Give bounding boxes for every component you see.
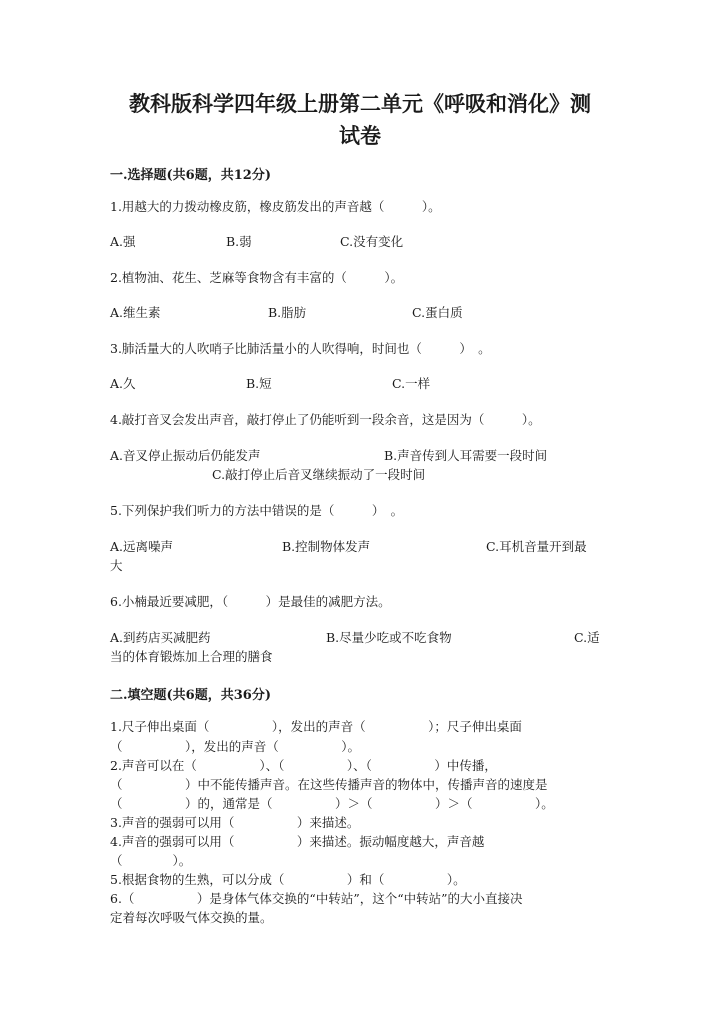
option-6a: A.到药店买减肥药: [110, 630, 211, 645]
section-heading-choice: 一.选择题(共6题，共12分): [110, 168, 271, 183]
section-heading-fill: 二.填空题(共6题，共36分): [110, 688, 271, 703]
option-5c-wrap: 大: [110, 558, 123, 573]
question-4: 4.敲打音叉会发出声音，敲打停止了仍能听到一段余音，这是因为（ ）。: [110, 412, 541, 427]
question-2: 2.植物油、花生、芝麻等食物含有丰富的（ ）。: [110, 270, 404, 285]
option-5c: C.耳机音量开到最: [486, 539, 587, 554]
fill-line-5: （ ）的，通常是（ ）＞（ ）＞（ ）。: [110, 796, 554, 811]
fill-line-8: （ ）。: [110, 853, 192, 868]
question-3: 3.肺活量大的人吹哨子比肺活量小的人吹得响，时间也（ ） 。: [110, 341, 491, 356]
fill-line-9: 5.根据食物的生熟，可以分成（ ）和（ ）。: [110, 872, 466, 887]
option-3c: C.一样: [392, 376, 431, 391]
option-3a: A.久: [110, 376, 136, 391]
option-6c-wrap: 当的体育锻炼加上合理的膳食: [110, 649, 273, 664]
option-6b: B.尽量少吃或不吃食物: [326, 630, 452, 645]
fill-line-2: （ ），发出的声音（ ）。: [110, 739, 361, 754]
title-line-1: 教科版科学四年级上册第二单元《呼吸和消化》测: [129, 91, 591, 116]
option-1a: A.强: [110, 234, 136, 249]
fill-line-6: 3.声音的强弱可以用（ ）来描述。: [110, 815, 360, 830]
question-6: 6.小楠最近要减肥，（ ）是最佳的减肥方法。: [110, 594, 391, 609]
fill-line-4: （ ）中不能传播声音。在这些传播声音的物体中，传播声音的速度是: [110, 777, 548, 792]
option-4b: B.声音传到人耳需要一段时间: [384, 448, 548, 463]
fill-line-11: 定着每次呼吸气体交换的量。: [110, 910, 273, 925]
option-2c: C.蛋白质: [412, 305, 463, 320]
option-5a: A.远离噪声: [110, 539, 174, 554]
fill-line-1: 1.尺子伸出桌面（ ），发出的声音（ ）；尺子伸出桌面: [110, 719, 522, 734]
question-1: 1.用越大的力拨动橡皮筋，橡皮筋发出的声音越（ ）。: [110, 199, 441, 214]
option-6c: C.适: [574, 630, 600, 645]
option-4a: A.音叉停止振动后仍能发声: [110, 448, 261, 463]
question-5: 5.下列保护我们听力的方法中错误的是（ ） 。: [110, 503, 404, 518]
exam-title: [100, 88, 620, 152]
option-5b: B.控制物体发声: [282, 539, 371, 554]
fill-line-10: 6.（ ）是身体气体交换的“中转站”，这个“中转站”的大小直接决: [110, 891, 523, 906]
title-line-2: 试卷: [339, 123, 381, 148]
fill-line-3: 2.声音可以在（ ）、（ ）、（ ）中传播，: [110, 758, 497, 773]
option-2a: A.维生素: [110, 305, 161, 320]
option-2b: B.脂肪: [268, 305, 307, 320]
fill-line-7: 4.声音的强弱可以用（ ）来描述。振动幅度越大，声音越: [110, 834, 485, 849]
option-1c: C.没有变化: [340, 234, 404, 249]
option-3b: B.短: [246, 376, 272, 391]
option-4c: C.敲打停止后音叉继续振动了一段时间: [212, 467, 426, 482]
option-1b: B.弱: [226, 234, 252, 249]
